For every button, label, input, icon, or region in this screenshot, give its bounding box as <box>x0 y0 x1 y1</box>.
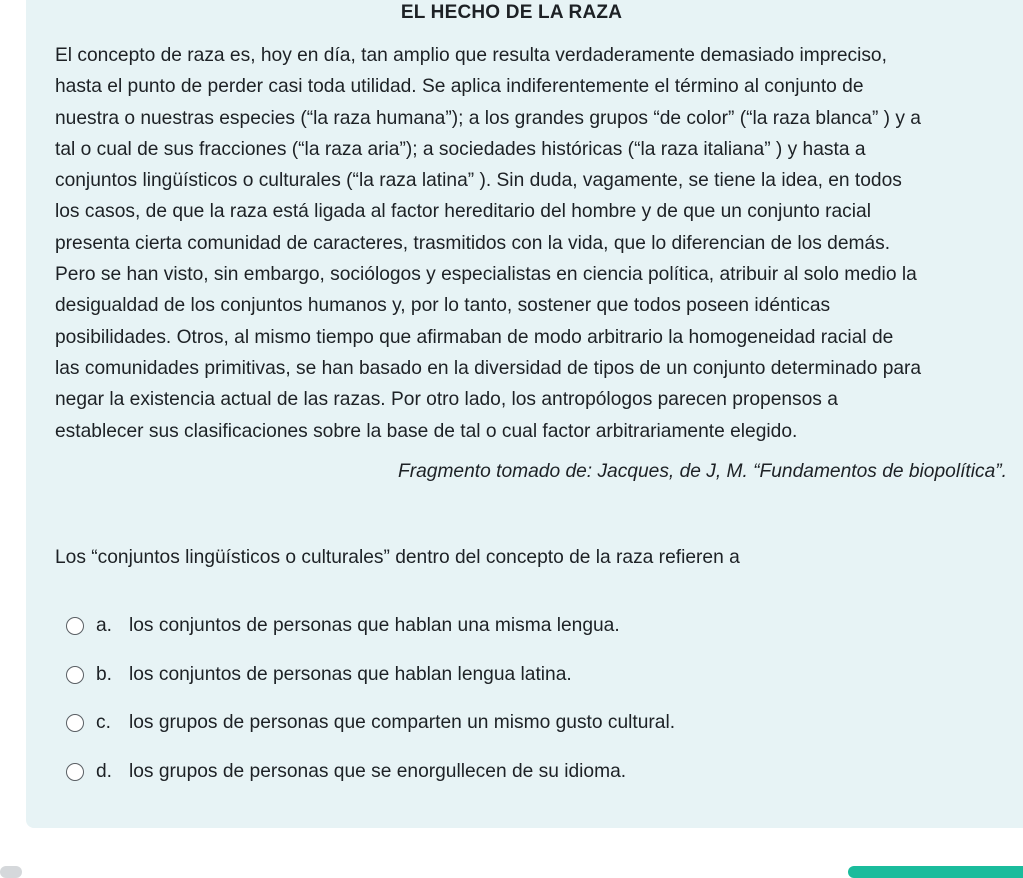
passage-source: Fragmento tomado de: Jacques, de J, M. “Fundamentos de biopolítica”. <box>398 461 1007 482</box>
passage-line: las comunidades primitivas, se han basado en la diversidad de tipos de un conjunto determinado para <box>55 357 922 379</box>
passage-line: establecer sus clasificaciones sobre la base de tal o cual factor arbitrariamente elegido. <box>55 420 798 442</box>
option-letter: c. <box>96 712 111 733</box>
question-text: Los “conjuntos lingüísticos o culturales” dentro del concepto de la raza refieren a <box>55 547 740 568</box>
next-nav-bar[interactable] <box>848 866 1023 878</box>
option-a[interactable] <box>66 614 675 638</box>
passage-line: El concepto de raza es, hoy en día, tan amplio que resulta verdaderamente demasiado impreciso, <box>55 45 887 66</box>
option-label: los grupos de personas que comparten un mismo gusto cultural. <box>129 712 676 733</box>
passage-line: posibilidades. Otros, al mismo tiempo que afirmaban de modo arbitrario la homogeneidad racial de <box>55 326 894 348</box>
radio-button-d[interactable] <box>66 763 84 781</box>
option-c[interactable] <box>66 711 675 735</box>
previous-nav-bar[interactable] <box>0 866 22 878</box>
passage-line: conjuntos lingüísticos o culturales (“la raza latina” ). Sin duda, vagamente, se tiene la idea, en todos <box>55 170 902 192</box>
passage-line: negar la existencia actual de las razas. Por otro lado, los antropólogos parecen propensos a <box>55 389 838 411</box>
radio-button-b[interactable] <box>66 666 84 684</box>
option-label: los conjuntos de personas que hablan lengua latina. <box>129 663 572 685</box>
passage-line: desigualdad de los conjuntos humanos y, por lo tanto, sostener que todos poseen idénticas <box>55 295 831 317</box>
option-letter: d. <box>96 760 113 782</box>
option-letter: a. <box>96 615 113 636</box>
passage-text <box>55 40 1015 447</box>
passage-line: hasta el punto de perder casi toda utilidad. Se aplica indiferentemente el término al conjunto de <box>55 76 864 98</box>
option-d[interactable] <box>66 760 675 784</box>
option-label: los grupos de personas que se enorgullecen de su idioma. <box>129 760 627 782</box>
option-label: los conjuntos de personas que hablan una misma lengua. <box>129 615 620 636</box>
passage-title: EL HECHO DE LA RAZA <box>400 2 623 23</box>
radio-button-c[interactable] <box>66 714 84 732</box>
passage-line: Pero se han visto, sin embargo, sociólogos y especialistas en ciencia política, atribuir al solo medio la <box>55 264 917 286</box>
passage-line: presenta cierta comunidad de caracteres, trasmitidos con la vida, que lo diferencian de los demás. <box>55 232 891 254</box>
passage-line: nuestra o nuestras especies (“la raza humana”); a los grandes grupos “de color” (“la raza blanca” ) y a <box>55 107 921 129</box>
radio-button-a[interactable] <box>66 617 84 635</box>
passage-line: los casos, de que la raza está ligada al factor hereditario del hombre y de que un conjunto racial <box>55 201 871 223</box>
option-letter: b. <box>96 663 113 685</box>
passage-line: tal o cual de sus fracciones (“la raza aria”); a sociedades históricas (“la raza italiana” ) y hasta a <box>55 138 866 160</box>
option-b[interactable] <box>66 663 675 687</box>
answer-options <box>66 614 675 808</box>
